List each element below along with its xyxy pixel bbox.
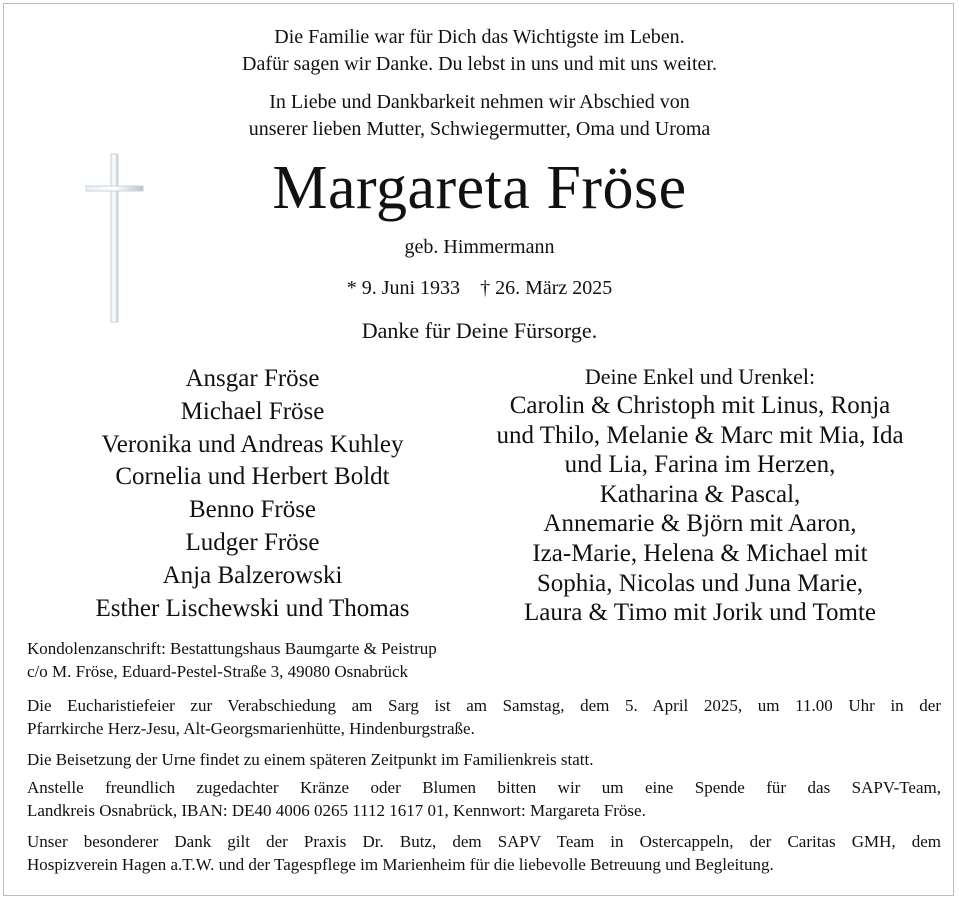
mourner-name: Esther Lischewski und Thomas <box>95 594 410 622</box>
mass-notice <box>27 695 941 740</box>
grandchildren-line: und Thilo, Melanie & Marc mit Mia, Ida <box>496 421 904 449</box>
grandchildren-line: Laura & Timo mit Jorik und Tomte <box>524 599 876 627</box>
mourner-name: Anja Balzerowski <box>162 561 343 589</box>
grandchildren-line: Sophia, Nicolas und Juna Marie, <box>536 569 864 597</box>
mourners-children <box>55 363 450 625</box>
grandchildren-line: Annemarie & Björn mit Aaron, <box>543 510 857 538</box>
gratitude-notice <box>27 831 941 876</box>
grandchildren-heading: Deine Enkel und Urenkel: <box>584 364 816 389</box>
life-dates <box>0 275 959 301</box>
grandchildren-line: Carolin & Christoph mit Linus, Ronja <box>509 392 891 419</box>
birth-date: * 9. Juni 1933 <box>346 277 461 299</box>
maiden-name: geb. Himmermann <box>404 236 555 258</box>
intro-line: Dafür sagen wir Danke. Du lebst in uns und mit uns weiter. <box>242 53 717 75</box>
deceased-name: Margareta Fröse <box>272 154 687 222</box>
thanks-line: Danke für Deine Fürsorge. <box>361 318 598 343</box>
grandchildren-line: Katharina & Pascal, <box>599 480 801 508</box>
condolence-address <box>27 638 941 683</box>
mourner-name: Cornelia und Herbert Boldt <box>115 463 390 491</box>
donation-notice <box>27 777 941 822</box>
burial-line: Die Beisetzung der Urne findet zu einem späteren Zeitpunkt im Familienkreis statt. <box>27 750 594 769</box>
burial-notice <box>27 749 941 772</box>
mass-line: Pfarrkirche Herz-Jesu, Alt-Georgsmarienhütte, Hindenburgstraße. <box>27 718 475 738</box>
farewell-line: In Liebe und Dankbarkeit nehmen wir Abschied von <box>269 91 690 113</box>
mourner-name: Veronika und Andreas Kuhley <box>101 430 404 458</box>
gratitude-line: Hospizverein Hagen a.T.W. und der Tagespflege im Marienheim für die liebevolle Betreuung und Begleitung. <box>27 854 774 874</box>
donation-line: Landkreis Osnabrück, IBAN: DE40 4006 0265 1112 1617 01, Kennwort: Margareta Fröse. <box>27 800 646 820</box>
grandchildren-line: und Lia, Farina im Herzen, <box>564 451 836 479</box>
condolence-line: Kondolenzanschrift: Bestattungshaus Baumgarte & Peistrup <box>27 639 437 658</box>
mourner-name: Michael Fröse <box>180 397 325 425</box>
mass-line: Die Eucharistiefeier zur Verabschiedung am Sarg ist am Samstag, dem 5. April 2025, um 11.00 Uhr in der <box>27 696 941 715</box>
mourners-grandchildren <box>470 362 930 628</box>
gratitude-line: Unser besonderer Dank gilt der Praxis Dr. Butz, dem SAPV Team in Ostercappeln, der Caritas GMH, dem <box>27 832 941 851</box>
farewell-text <box>0 89 959 143</box>
grandchildren-line: Iza-Marie, Helena & Michael mit <box>532 539 868 567</box>
intro-line: Die Familie war für Dich das Wichtigste im Leben. <box>274 26 685 48</box>
mourner-name: Ansgar Fröse <box>185 365 320 392</box>
farewell-line: unserer lieben Mutter, Schwiegermutter, Oma und Uroma <box>248 118 711 140</box>
mourner-name: Ludger Fröse <box>185 528 320 556</box>
death-date: † 26. März 2025 <box>480 277 613 299</box>
intro-text <box>0 24 959 78</box>
donation-line: Anstelle freundlich zugedachter Kränze oder Blumen bitten wir um eine Spende für das SAPV-Team, <box>27 778 941 797</box>
mourner-name: Benno Fröse <box>188 496 317 524</box>
condolence-line: c/o M. Fröse, Eduard-Pestel-Straße 3, 49080 Osnabrück <box>27 661 409 681</box>
